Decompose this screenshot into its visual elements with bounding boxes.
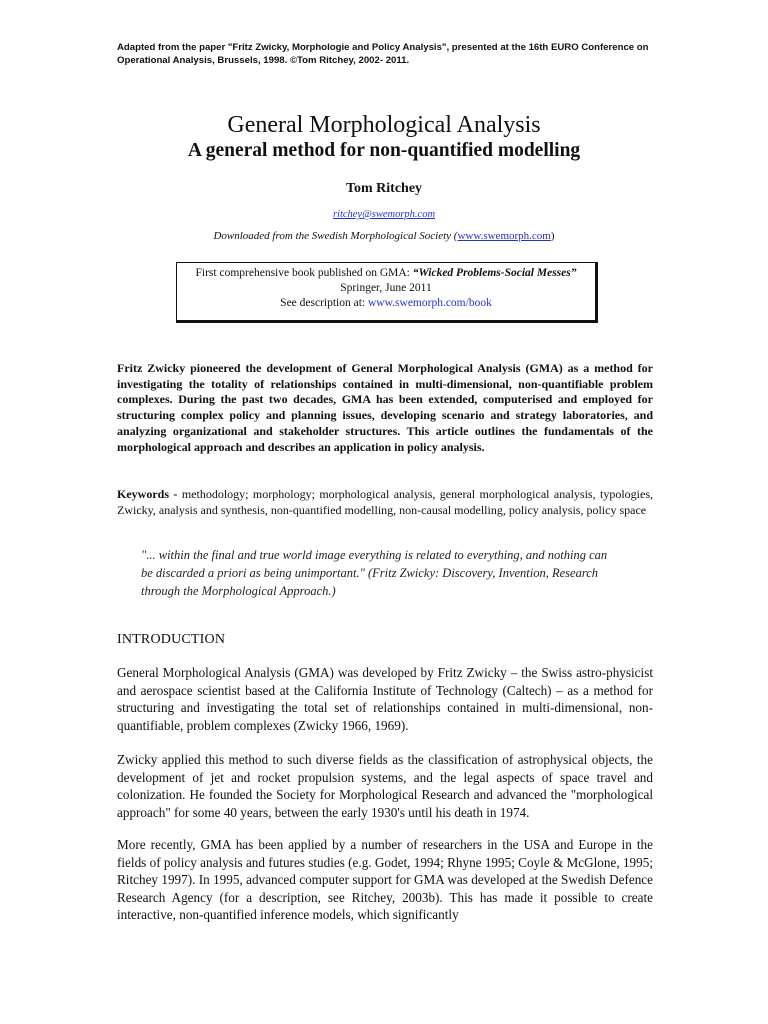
keywords-text: methodology; morphology; morphological analysis, general morphological analysis, typologies, Zwicky, analysis and synthesis, non-quantified modelling, non-causal modelling, policy analysis, policy space (117, 487, 653, 517)
intro-paragraph-1: General Morphological Analysis (GMA) was developed by Fritz Zwicky – the Swiss astro-physicist and aerospace scientist based at the California Institute of Technology (Caltech) – as a method for structuring and investigating the total set of relationships contained in multi-dimensional, non-quantifiable, problem complexes (Zwicky 1966, 1969). (117, 665, 653, 733)
paper-subtitle: A general method for non-quantified modelling (187, 140, 581, 161)
author-name: Tom Ritchey (345, 181, 423, 196)
keywords (117, 487, 653, 518)
zwicky-quote: "... within the final and true world image everything is related to everything, and nothing can be discarded a priori as being unimportant." (Fritz Zwicky: Discovery, Invention, Research through the Morphological Approach.) (141, 548, 608, 598)
book-line-2: Springer, June 2011 (340, 282, 432, 294)
author-email (0, 208, 768, 222)
book-announcement-box (176, 262, 598, 323)
download-note (0, 229, 768, 243)
swemorph-link[interactable]: www.swemorph.com (457, 230, 551, 242)
book-line-1 (177, 266, 595, 281)
keywords-label: Keywords - (117, 487, 182, 501)
paper-title: General Morphological Analysis (227, 112, 541, 138)
download-suffix: ) (550, 230, 555, 242)
book-line-3 (177, 296, 595, 311)
intro-paragraph-2: Zwicky applied this method to such diverse fields as the classification of astrophysical objects, the development of jet and rocket propulsion systems, and the legal aspects of space travel and colonization. He founded the Society for Morphological Research and advanced the "morphological approach" for some 40 years, between the early 1930's until his death in 1974. (117, 752, 653, 820)
download-prefix: Downloaded from the Swedish Morphological Society ( (213, 230, 458, 242)
book-line-3-prefix: See description at: (280, 297, 368, 309)
book-line-1-prefix: First comprehensive book published on GMA: (195, 267, 413, 279)
header-note: Adapted from the paper "Fritz Zwicky, Morphologie and Policy Analysis", presented at the 16th EURO Conference on Operational Analysis, Brussels, 1998. ©Tom Ritchey, 2002- 2011. (117, 42, 649, 66)
author-email-link[interactable]: ritchey@swemorph.com (332, 209, 436, 220)
book-description-link[interactable]: www.swemorph.com/book (368, 297, 492, 309)
book-title: “Wicked Problems-Social Messes” (412, 267, 577, 279)
abstract: Fritz Zwicky pioneered the development of General Morphological Analysis (GMA) as a method for investigating the totality of relationships contained in multi-dimensional, non-quantifiable problem complexes. During the past two decades, GMA has been extended, computerised and employed for structuring complex policy and planning issues, developing scenario and strategy laboratories, and analyzing organizational and stakeholder structures. This article outlines the fundamentals of the morphological approach and describes an application in policy analysis. (117, 361, 653, 454)
intro-paragraph-3: More recently, GMA has been applied by a number of researchers in the USA and Europe in the fields of policy analysis and futures studies (e.g. Godet, 1994; Rhyne 1995; Coyle & McGlone, 1995; Ritchey 1997). In 1995, advanced computer support for GMA was developed at the Swedish Defence Research Agency (for a description, see Ritchey, 2003b). This has made it possible to create interactive, non-quantified inference models, which significantly (117, 837, 653, 922)
section-heading-introduction: INTRODUCTION (117, 632, 226, 647)
